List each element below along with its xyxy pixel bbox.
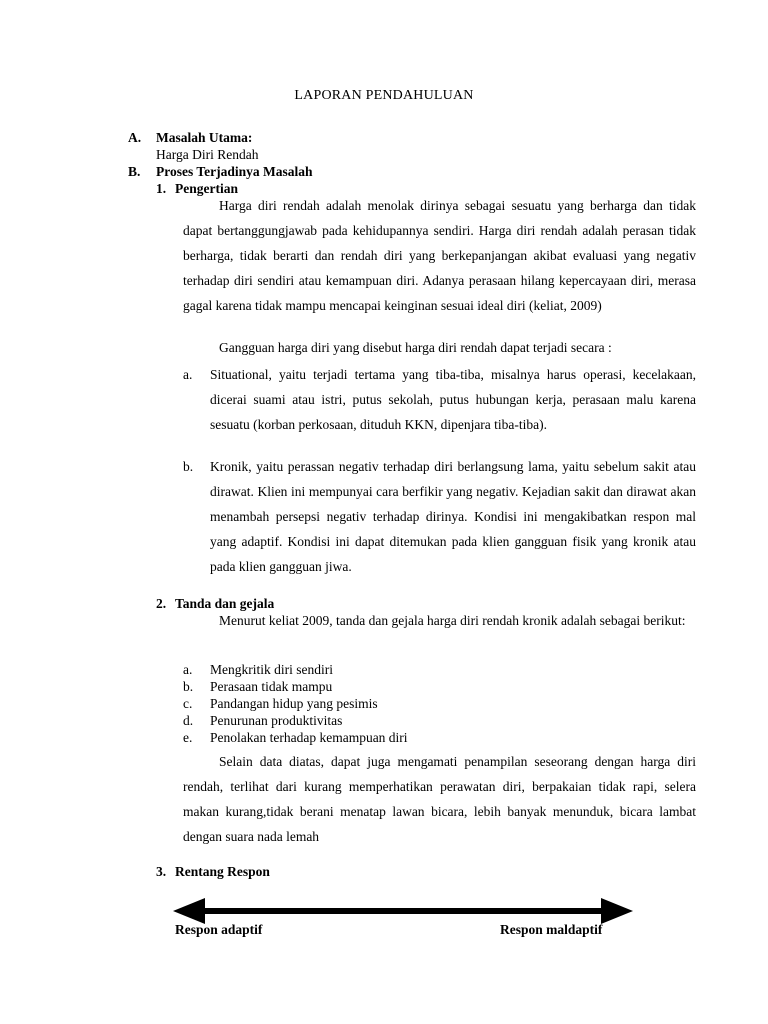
- arrow-left-head: [173, 898, 205, 924]
- list-item-letter: b.: [183, 459, 194, 474]
- list-item-letter: c.: [183, 696, 193, 711]
- respon-adaptif-label: Respon adaptif: [175, 922, 263, 937]
- list-item: Situational, yaitu terjadi tertama yang tiba-tiba, misalnya harus operasi, kecelakaan, dicerai suami atau istri, putus sekolah, putus hubungan kerja, perasaan malu karena sesuatu (korban perkosaan, dituduh KKN, dipenjara tiba-tiba).: [210, 367, 696, 432]
- subsection-1-heading: Pengertian: [175, 181, 238, 196]
- document-title: LAPORAN PENDAHULUAN: [294, 88, 474, 103]
- arrow-right-head: [601, 898, 633, 924]
- list-item-letter: b.: [183, 679, 194, 694]
- tanda-paragraph: [183, 608, 696, 633]
- list-item: Kronik, yaitu perassan negativ terhadap diri berlangsung lama, yaitu sebelum sakit atau dirawat. Klien ini mempunyai cara berfikir yang negativ. Kejadian sakit dan dirawat akan menambah persepsi negativ terhadap dirinya. Kondisi ini mengakibatkan respon mal yang adaptif. Kondisi ini dapat ditemukan pada klien gangguan fisik yang kronik atau pada klien gangguan jiwa.: [210, 459, 696, 574]
- list-item: Penurunan produktivitas: [210, 713, 343, 728]
- tanda-paragraph-text: Menurut keliat 2009, tanda dan gejala harga diri rendah kronik adalah sebagai berikut:: [219, 613, 686, 628]
- gangguan-paragraph: Gangguan harga diri yang disebut harga diri rendah dapat terjadi secara :: [219, 340, 612, 355]
- list-item-letter: d.: [183, 713, 194, 728]
- section-b-heading: Proses Terjadinya Masalah: [156, 164, 313, 179]
- section-a-content: Harga Diri Rendah: [156, 147, 259, 162]
- list-item: Mengkritik diri sendiri: [210, 662, 333, 677]
- subsection-1-number: 1.: [156, 181, 167, 196]
- pengertian-paragraph: [183, 193, 696, 318]
- list-item: Perasaan tidak mampu: [210, 679, 333, 694]
- subsection-2-heading: Tanda dan gejala: [175, 596, 275, 611]
- list-item: Pandangan hidup yang pesimis: [210, 696, 378, 711]
- selain-paragraph-text: Selain data diatas, dapat juga mengamati penampilan seseorang dengan harga diri rendah, terlihat dari kurang memperhatikan perawatan diri, berpakaian tidak rapi, selera makan kurang,tidak berani menatap lawan bicara, lebih banyak menunduk, bicara lambat dengan suara nada lemah: [183, 754, 696, 844]
- pengertian-paragraph-text: Harga diri rendah adalah menolak dirinya sebagai sesuatu yang berharga dan tidak dapat bertanggungjawab pada kehidupannya sendiri. Harga diri rendah adalah perasan tidak berharga, tidak berarti dan rendah diri yang berkepanjangan akibat evaluasi yang negativ terhadap diri sendiri atau kemampuan diri. Adanya perasaan hilang kepercayaan diri, merasa gagal karena tidak mampu mencapai keinginan sesuai ideal diri (keliat, 2009): [183, 198, 696, 313]
- section-a-letter: A.: [128, 130, 142, 145]
- list-item-letter: a.: [183, 662, 193, 677]
- list-item: Penolakan terhadap kemampuan diri: [210, 730, 408, 745]
- subsection-2-number: 2.: [156, 596, 167, 611]
- subsection-3-heading: Rentang Respon: [175, 864, 270, 879]
- respon-maladaptif-label: Respon maldaptif: [500, 922, 603, 937]
- list-item-letter: e.: [183, 730, 193, 745]
- subsection-3-number: 3.: [156, 864, 167, 879]
- selain-paragraph: [183, 749, 696, 849]
- list-item-letter: a.: [183, 367, 193, 382]
- arrow-shaft: [203, 908, 603, 914]
- section-a-heading: Masalah Utama:: [156, 130, 253, 145]
- section-b-letter: B.: [128, 164, 141, 179]
